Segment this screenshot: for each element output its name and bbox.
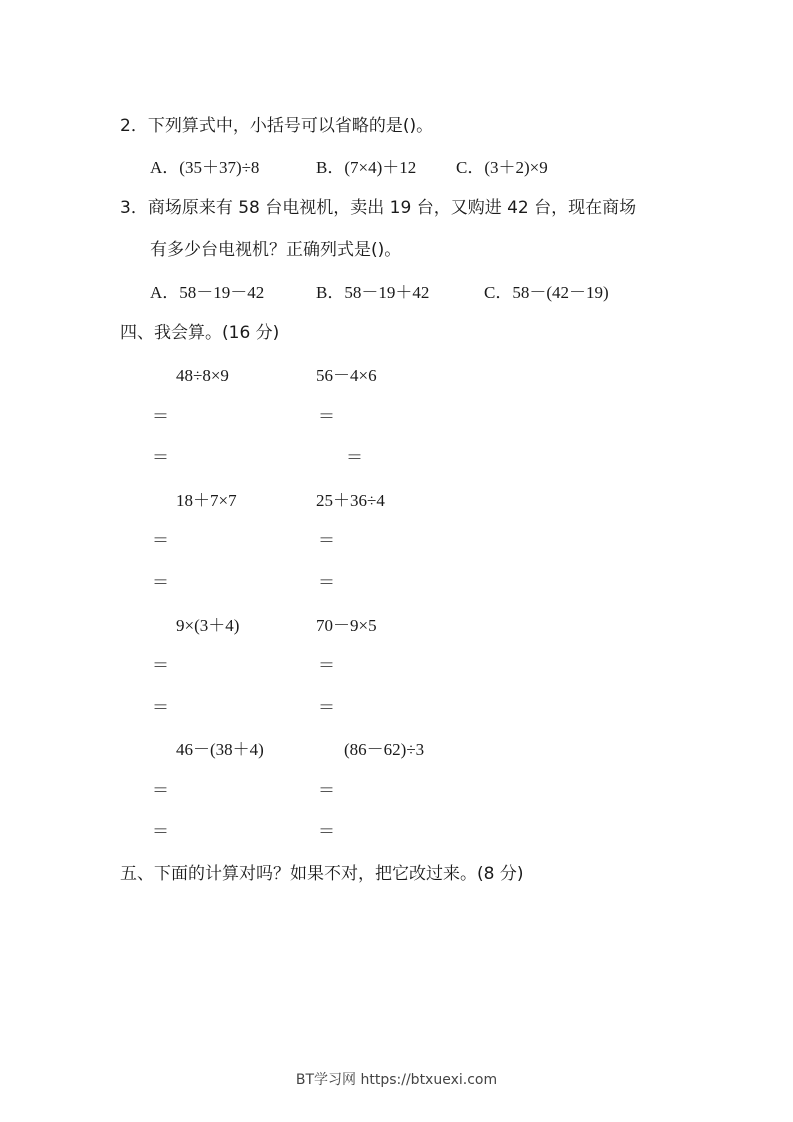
equals-sign: ＝ (152, 656, 169, 676)
problem-1-expression: 48÷8×9 (176, 366, 229, 385)
problem-3-expression: 18＋7×7 (176, 491, 237, 510)
equals-sign: ＝ (152, 531, 169, 551)
problem-2-expression: 56－4×6 (316, 366, 377, 385)
equals-sign: ＝ (318, 698, 335, 718)
equals-sign: ＝ (318, 531, 335, 551)
problem-7-expression: 46－(38＋4) (176, 740, 264, 759)
question-2-option-a: A．(35＋37)÷8 (150, 158, 260, 177)
problem-4-expression: 25＋36÷4 (316, 491, 385, 510)
question-3-option-a: A．58－19－42 (150, 283, 265, 302)
question-3-option-c: C．58－(42－19) (484, 283, 609, 302)
equals-sign: ＝ (152, 822, 169, 842)
equals-sign: ＝ (318, 822, 335, 842)
equals-sign: ＝ (318, 573, 335, 593)
problem-8-expression: (86－62)÷3 (344, 740, 425, 759)
equals-sign: ＝ (318, 781, 335, 801)
question-3-stem-line2: 有多少台电视机？正确列式是()。 (150, 240, 402, 260)
equals-sign: ＝ (152, 781, 169, 801)
question-2-option-b: B．(7×4)＋12 (316, 158, 417, 177)
equals-sign: ＝ (152, 573, 169, 593)
equals-sign: ＝ (346, 448, 363, 468)
section-5-title: 五、下面的计算对吗？如果不对，把它改过来。(8 分) (120, 864, 524, 884)
question-3-option-b: B．58－19＋42 (316, 283, 430, 302)
section-4-title: 四、我会算。(16 分) (120, 323, 280, 343)
problem-5-expression: 9×(3＋4) (176, 616, 240, 635)
equals-sign: ＝ (152, 448, 169, 468)
problem-6-expression: 70－9×5 (316, 616, 377, 635)
question-2-stem: 2．下列算式中，小括号可以省略的是()。 (120, 116, 434, 136)
footer-watermark: BT学习网 https://btxuexi.com (295, 1072, 498, 1088)
equals-sign: ＝ (318, 407, 335, 427)
question-2-option-c: C．(3＋2)×9 (456, 158, 548, 177)
equals-sign: ＝ (152, 698, 169, 718)
equals-sign: ＝ (152, 407, 169, 427)
question-3-stem-line1: 3．商场原来有 58 台电视机，卖出 19 台，又购进 42 台，现在商场 (120, 198, 637, 218)
equals-sign: ＝ (318, 656, 335, 676)
